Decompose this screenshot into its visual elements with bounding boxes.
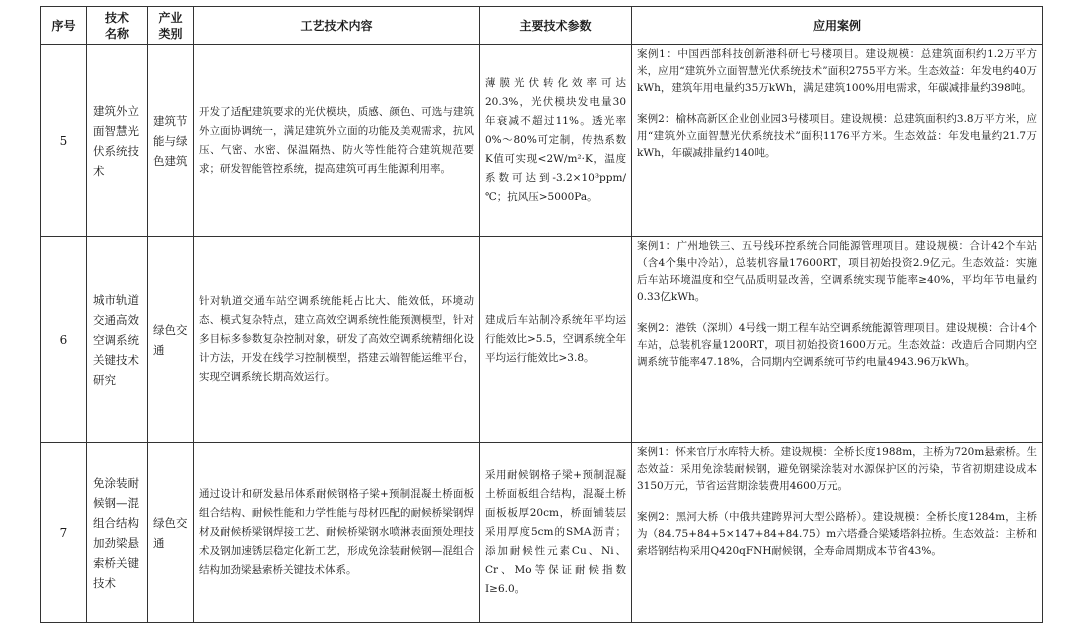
header-serial-no: 序号 — [41, 7, 87, 45]
header-params: 主要技术参数 — [480, 7, 632, 45]
row-process: 开发了适配建筑要求的光伏模块，质感、颜色、可选与建筑外立面协调统一，满足建筑外立面的功能及美观需求，抗风压、气密、水密、保温隔热、防火等性能符合建筑规范要求；研发智能管控系统，提高建筑可再生能源利用率。 — [194, 45, 480, 237]
header-industry: 产业 类别 — [148, 7, 194, 45]
row-params: 薄膜光伏转化效率可达20.3%，光伏模块发电量30年衰减不超过11%。透光率0%～80%可定制，传热系数K值可实现<2W/m²·K，温度系数可达到-3.2×10³ppm/℃；抗风压>5000Pa。 — [480, 45, 632, 237]
case-2: 案例2：港铁（深圳）4号线一期工程车站空调系统能源管理项目。建设规模：合计4个车站，总装机容量1200RT，项目初始投资1600万元。生态效益：改造后合同期内空调系统节能率47.18%，合同期内空调系统可节约电量4943.96万kWh。 — [637, 322, 1037, 368]
row-serial-no: 5 — [41, 45, 87, 237]
row-serial-no: 7 — [41, 443, 87, 623]
row-tech-name: 城市轨道交通高效空调系统关键技术研究 — [87, 237, 148, 443]
header-tech-name: 技术 名称 — [87, 7, 148, 45]
row-process: 通过设计和研发悬吊体系耐候钢格子梁+预制混凝土桥面板组合结构、耐候性能和力学性能与母材匹配的耐候桥梁钢焊材及耐候桥梁钢焊接工艺、耐候桥梁钢水喷淋表面预处理技术及钢加速锈层稳定化新工艺，形成免涂装耐候钢—混组合结构加劲梁悬索桥关键技术体系。 — [194, 443, 480, 623]
table-row — [41, 443, 1043, 623]
header-cases: 应用案例 — [632, 7, 1043, 45]
row-params: 建成后车站制冷系统年平均运行能效比>5.5，空调系统全年平均运行能效比>3.8。 — [480, 237, 632, 443]
header-row — [41, 7, 1043, 45]
technology-table — [40, 6, 1043, 623]
case-2: 案例2：榆林高新区企业创业园3号楼项目。建设规模：总建筑面积约3.8万平方米，应用“建筑外立面智慧光伏系统技术”面积1176平方米。生态效益：年发电量约21.7万kWh，年碳减排量约140吨。 — [637, 113, 1037, 159]
table-row — [41, 237, 1043, 443]
row-cases — [632, 237, 1043, 443]
row-tech-name: 建筑外立面智慧光伏系统技术 — [87, 45, 148, 237]
row-industry: 建筑节能与绿色建筑 — [148, 45, 194, 237]
row-process: 针对轨道交通车站空调系统能耗占比大、能效低，环境动态、模式复杂特点，建立高效空调系统性能预测模型，针对多目标多参数复杂控制对象，研发了高效空调系统精细化设计方法，开发在线学习控制模型，搭建云端智能运维平台，实现空调系统长期高效运行。 — [194, 237, 480, 443]
case-1: 案例1：中国西部科技创新港科研七号楼项目。建设规模：总建筑面积约1.2万平方米，应用“建筑外立面智慧光伏系统技术”面积2755平方米。生态效益：年发电约40万kWh，建筑年用电量约35万kWh，满足建筑100%用电需求，年碳减排量约398吨。 — [637, 48, 1037, 94]
row-params: 采用耐候钢格子梁+预制混凝土桥面板组合结构，混凝土桥面板板厚20cm，桥面铺装层采用厚度5cm的SMA沥青；添加耐候性元素Cu、Ni、Cr、Mo等保证耐候指数I≥6.0。 — [480, 443, 632, 623]
row-cases — [632, 45, 1043, 237]
case-1: 案例1：广州地铁三、五号线环控系统合同能源管理项目。建设规模：合计42个车站（含4个集中冷站），总装机容量17600RT，项目初始投资2.9亿元。生态效益：实施后车站环境温度和空气品质明显改善，空调系统实现节能率≥40%，平均年节电量约0.33亿kWh。 — [637, 240, 1037, 303]
row-industry: 绿色交通 — [148, 443, 194, 623]
case-2: 案例2：黑河大桥（中俄共建跨界河大型公路桥）。建设规模：全桥长度1284m，主桥为（84.75+84+5×147+84+84.75）m六塔叠合梁矮塔斜拉桥。生态效益：主桥和索塔钢结构采用Q420qFNH耐候钢，全寿命周期成本节省43%。 — [637, 511, 1037, 557]
row-industry: 绿色交通 — [148, 237, 194, 443]
case-1: 案例1：怀来官厅水库特大桥。建设规模：全桥长度1988m，主桥为720m悬索桥。生态效益：采用免涂装耐候钢，避免钢梁涂装对水源保护区的污染，节省初期建设成本3150万元，节省运营期涂装费用4600万元。 — [637, 446, 1037, 492]
row-serial-no: 6 — [41, 237, 87, 443]
row-tech-name: 免涂装耐候钢—混组合结构加劲梁悬索桥关键技术 — [87, 443, 148, 623]
header-process: 工艺技术内容 — [194, 7, 480, 45]
table-row — [41, 45, 1043, 237]
row-cases — [632, 443, 1043, 623]
